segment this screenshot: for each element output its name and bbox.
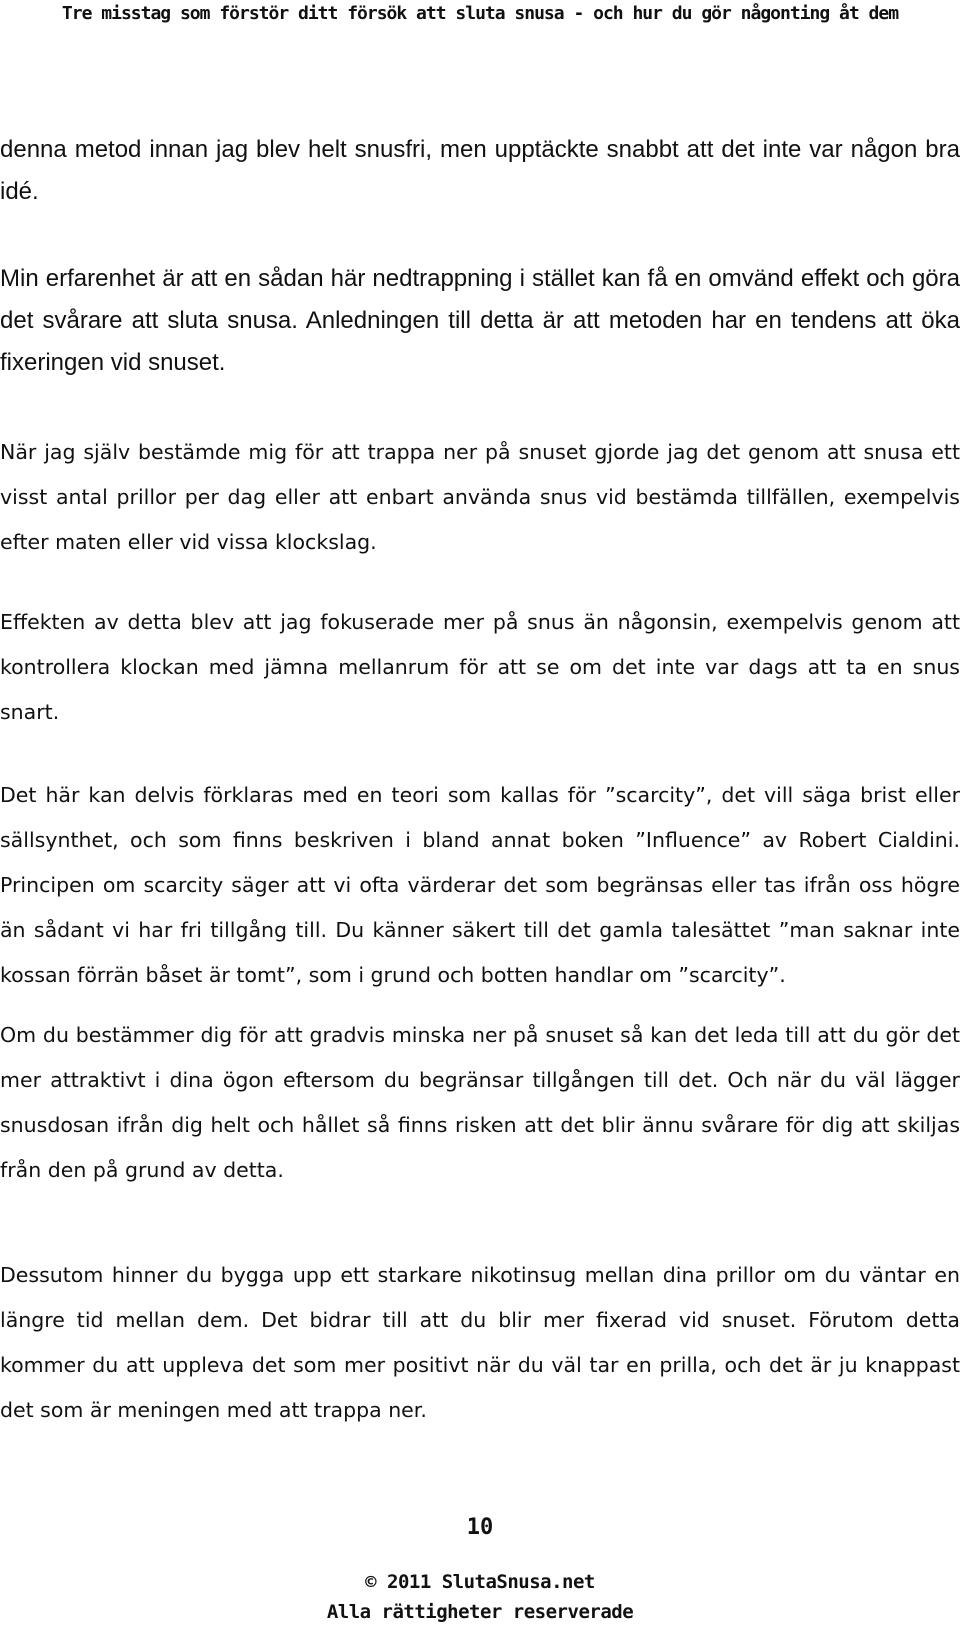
rights-notice: Alla rättigheter reserverade xyxy=(326,1601,634,1623)
body-paragraph: Om du bestämmer dig för att gradvis minska ner på snuset så kan det leda till att du gör det mer attraktivt i dina ögon eftersom du begränsar tillgången till det. Och när du väl lägger snusdosan ifrån dig helt och hållet så finns risken att det blir ännu svårare för dig att skiljas från den på grund av detta. xyxy=(0,1023,960,1182)
body-paragraph: När jag själv bestämde mig för att trappa ner på snuset gjorde jag det genom att snusa ett visst antal prillor per dag eller att enbart använda snus vid bestämda tillfällen, exempelvis efter maten eller vid vissa klockslag. xyxy=(0,440,960,554)
page-number: 10 xyxy=(466,1515,494,1540)
body-paragraph: denna metod innan jag blev helt snusfri, men upptäckte snabbt att det inte var någon bra idé. xyxy=(0,136,960,205)
copyright-notice: © 2011 SlutaSnusa.net xyxy=(365,1571,595,1593)
body-paragraph: Det här kan delvis förklaras med en teori som kallas för ”scarcity”, det vill säga brist eller sällsynthet, och som finns beskriven i bland annat boken ”Influence” av Robert Cialdini. Principen om scarcity säger att vi ofta värderar det som begränsas eller tas ifrån oss högre än sådant vi har fri tillgång till. Du känner säkert till det gamla talesättet ”man saknar inte kossan förrän båset är tomt”, som i grund och botten handlar om ”scarcity”. xyxy=(0,783,960,987)
body-paragraph: Min erfarenhet är att en sådan här nedtrappning i stället kan få en omvänd effekt och göra det svårare att sluta snusa. Anledningen till detta är att metoden har en tendens att öka fixeringen vid snuset. xyxy=(0,265,960,376)
body-paragraph: Effekten av detta blev att jag fokuserade mer på snus än någonsin, exempelvis genom att kontrollera klockan med jämna mellanrum för att se om det inte var dags att ta en snus snart. xyxy=(0,610,960,724)
body-paragraph: Dessutom hinner du bygga upp ett starkare nikotinsug mellan dina prillor om du väntar en längre tid mellan dem. Det bidrar till att du blir mer fixerad vid snuset. Förutom detta kommer du att uppleva det som mer positivt när du väl tar en prilla, och det är ju knappast det som är meningen med att trappa ner. xyxy=(0,1263,960,1422)
running-header: Tre misstag som förstör ditt försök att sluta snusa - och hur du gör någonting åt dem xyxy=(61,3,899,24)
